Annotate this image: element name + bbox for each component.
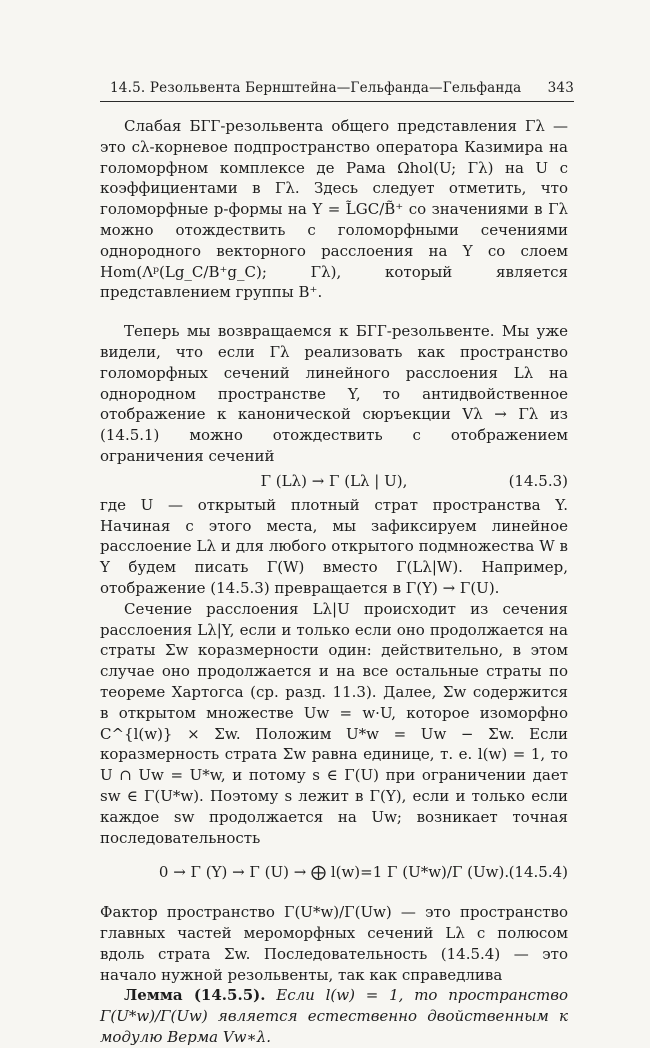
paragraph-section-extension: Сечение расслоения Lλ|U происходит из сечения расслоения Lλ|Y, если и только если оно продолжается на страты Σw коразмерности один: действительно, в этом случае оно продолжается и на все остальные страты по теореме Хартогса (ср. разд. 11.3). Далее, Σw содержится в открытом множестве Uw = w·U, которое изоморфно C^{l(w)} × Σw. Положим U*w = Uw − Σw. Если коразмерность страта Σw равна единице, т. е. l(w) = 1, то U ∩ Uw = U*w, и потому s ∈ Γ(U) при ограничении дает sw ∈ Γ(U*w). Поэтому s лежит в Γ(Y), если и только если каждое sw продолжается на Uw; возникает точная последовательность [100, 599, 568, 847]
lemma-statement: Если l(w) = 1, то пространство Γ(U*w)/Γ(Uw) является естественно двойственным к модулю Верма Vw∗λ. [100, 986, 568, 1047]
paragraph-gap [100, 303, 568, 321]
page-body [100, 116, 568, 1048]
lemma-label: Лемма (14.5.5). [124, 986, 266, 1005]
paragraph-factor-space: Фактор пространство Γ(U*w)/Γ(Uw) — это пространство главных частей мероморфных сечений Lλ с полюсом вдоль страта Σw. Последовательность (14.5.4) — это начало нужной резольвенты, так как справедлива [100, 903, 568, 984]
formula-14-5-4 [100, 852, 568, 898]
running-header [100, 78, 574, 100]
formula-14-5-4-number: (14.5.4) [508, 863, 568, 882]
lemma-14-5-5 [100, 985, 568, 1047]
paragraph-open-stratum: где U — открытый плотный страт пространства Y. Начиная с этого места, мы зафиксируем линейное расслоение Lλ и для любого открытого подмножества W в Y будем писать Γ(W) вместо Γ(Lλ|W). Например, отображение (14.5.3) превращается в Γ(Y) → Γ(U). [100, 495, 568, 597]
paragraph-weak-bgg: Слабая БГГ-резольвента общего представления Γλ — это cλ-корневое подпространство оператора Казимира на голоморфном комплексе де Рама Ωhol(U; Γλ) на U с коэффициентами в Γλ. Здесь следует отметить, что голоморфные p-формы на Y = L̃GC/B̃⁺ со значениями в Γλ можно отождествить с голоморфными сечениями однородного векторного расслоения на Y со слоем Hom(Λᵖ(Lg_C/B⁺g_C); Γλ), который является представлением группы B⁺. [100, 117, 568, 302]
running-title: 14.5. Резольвента Бернштейна—Гельфанда—Гельфанда [110, 80, 522, 96]
header-rule [100, 101, 574, 102]
formula-14-5-3-text: Γ (Lλ) → Γ (Lλ | U), [260, 471, 408, 490]
page-number: 343 [547, 80, 574, 96]
formula-14-5-4-text: 0 → Γ (Y) → Γ (U) → ⨁ l(w)=1 Γ (U*w)/Γ (Uw). [158, 863, 510, 882]
paragraph-return-bgg: Теперь мы возвращаемся к БГГ-резольвенте. Мы уже видели, что если Γλ реализовать как пространство голоморфных сечений линейного расслоения Lλ на однородном пространстве Y, то антидвойственное отображение к канонической сюръекции Vλ → Γλ из (14.5.1) можно отождествить с отображением ограничения сечений [100, 322, 568, 465]
formula-14-5-3-number: (14.5.3) [508, 471, 568, 490]
formula-14-5-3 [100, 469, 568, 493]
